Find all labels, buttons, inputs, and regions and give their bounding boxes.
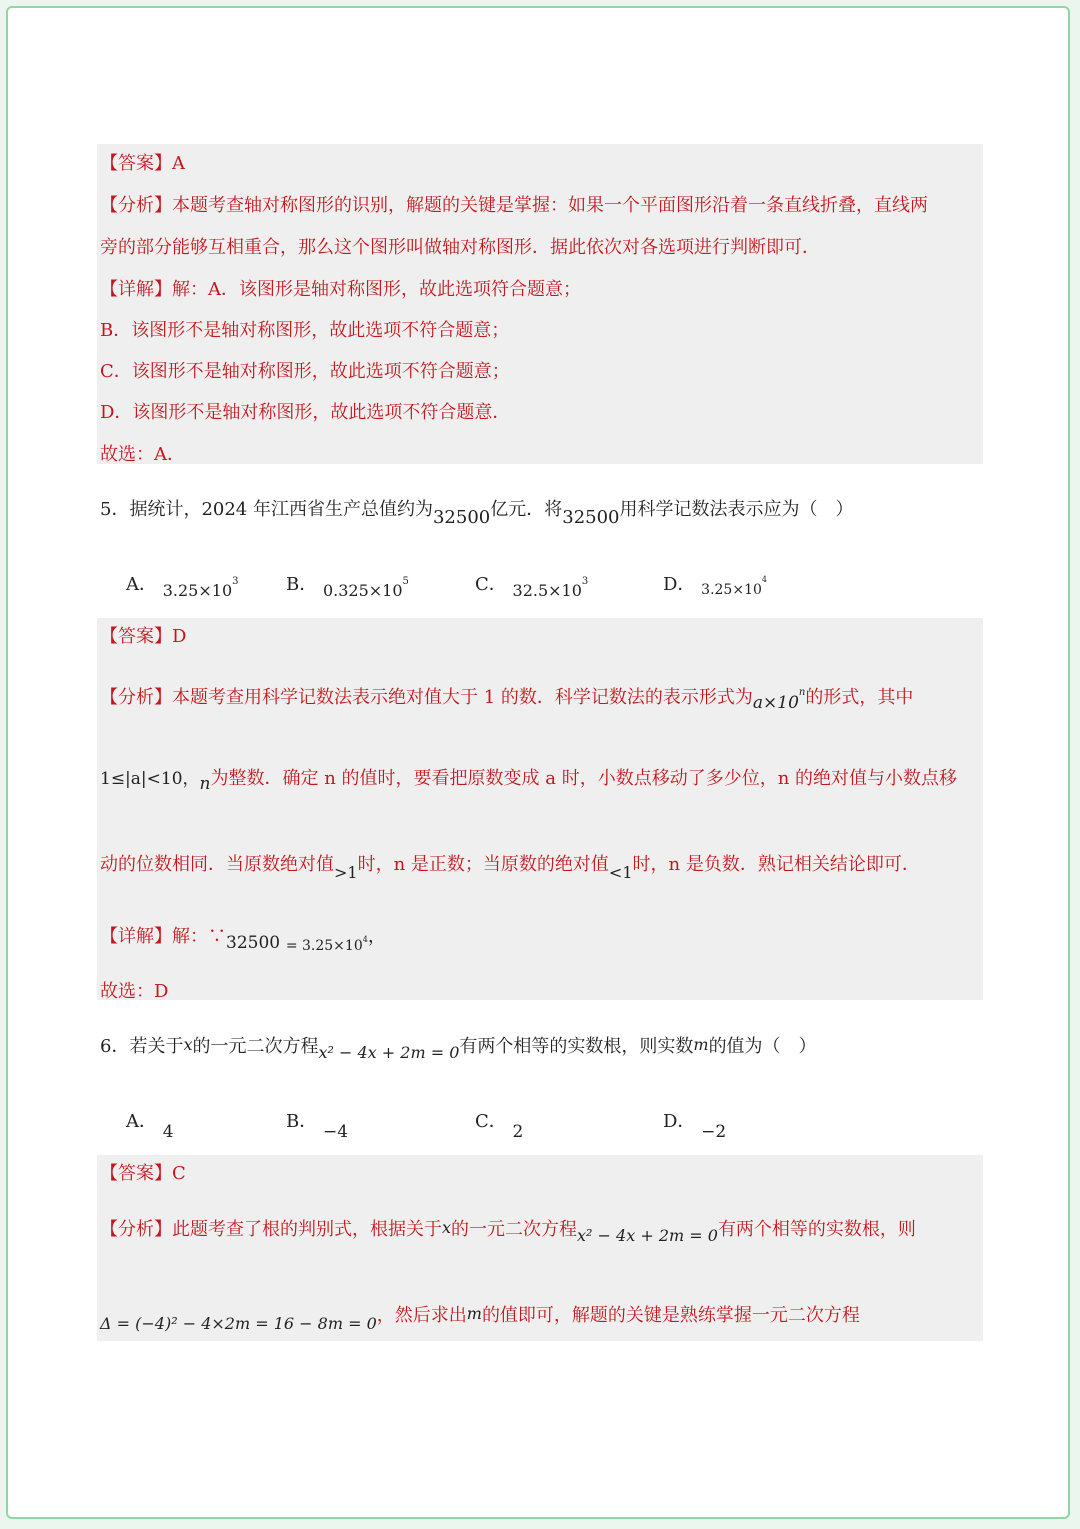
math-number: 32500 [226, 933, 281, 953]
choose-text: 故选：D [100, 981, 169, 1002]
option-letter: A． [126, 1111, 157, 1132]
math-expression: a×10 [752, 693, 799, 713]
math-variable: m [466, 1304, 482, 1323]
option-value: 4 [162, 1122, 174, 1142]
option-a [126, 570, 239, 600]
analysis-text [100, 853, 920, 882]
analysis-text [100, 767, 958, 794]
option-value: −2 [701, 1122, 727, 1142]
math-exponent: n [798, 687, 806, 698]
math-variable: n [199, 774, 211, 794]
analysis-text: 旁的部分能够互相重合，那么这个图形叫做轴对称图形．据此依次对各选项进行判断即可． [100, 237, 820, 258]
option-letter: C． [475, 1111, 507, 1132]
analysis-part: ，然后求出 [376, 1305, 467, 1326]
option-letter: B． [286, 1111, 318, 1132]
question-6-stem [100, 1035, 817, 1062]
analysis-part: 动的位数相同．当原数绝对值 [100, 854, 334, 875]
option-exponent: 4 [761, 575, 767, 584]
math-expression: >1 [334, 863, 358, 882]
choose-text: 故选：A． [100, 444, 185, 465]
answer-label: 【答案】A [100, 153, 185, 174]
math-expression: <1 [608, 863, 633, 882]
option-b [286, 1107, 349, 1142]
stem-text: 有两个相等的实数根，则实数 [459, 1036, 694, 1057]
option-c [475, 570, 589, 600]
option-value: 3.25×10 [162, 581, 233, 600]
math-equation: Δ = (−4)² − 4×2m = 16 − 8m = 0 [100, 1314, 377, 1333]
analysis-text [100, 1218, 916, 1245]
analysis-text: 【分析】本题考查轴对称图形的识别，解题的关键是掌握：如果一个平面图形沿着一条直线折叠，直线两 [100, 195, 928, 216]
option-a [126, 1107, 174, 1142]
option-letter: C． [475, 574, 507, 595]
answer-label: 【答案】C [100, 1163, 186, 1184]
math-variable: m [693, 1035, 709, 1054]
option-value: 3.25×10 [701, 582, 762, 598]
stem-text: 6．若关于 [100, 1036, 184, 1057]
option-d [663, 570, 767, 596]
detail-text: C．该图形不是轴对称图形，故此选项不符合题意； [100, 361, 510, 382]
analysis-part: 【分析】此题考查了根的判别式，根据关于 [100, 1219, 442, 1240]
analysis-part: 时，n 是正数；当原数的绝对值 [357, 854, 609, 875]
detail-text: D．该图形不是轴对称图形，故此选项不符合题意． [100, 402, 511, 423]
option-exponent: 3 [581, 576, 589, 587]
math-expression: 1≤|a|<10， [100, 769, 200, 789]
math-number: 32500 [432, 507, 491, 528]
detail-part: 【详解】解：∵ [100, 926, 226, 947]
math-variable: x [442, 1218, 452, 1237]
detail-text: B．该图形不是轴对称图形，故此选项不符合题意； [100, 320, 510, 341]
option-letter: B． [286, 574, 318, 595]
stem-text: 的一元二次方程 [192, 1036, 319, 1057]
option-exponent: 5 [402, 576, 409, 587]
math-equation: x² − 4x + 2m = 0 [318, 1043, 460, 1062]
analysis-part: 为整数．确定 n 的值时，要看把原数变成 a 时，小数点移动了多少位，n 的绝对值与小数点移 [210, 768, 958, 789]
stem-text: 亿元．将 [490, 499, 563, 520]
detail-text [100, 925, 386, 952]
option-value: 0.325×10 [322, 581, 403, 600]
analysis-text [100, 1304, 860, 1333]
math-variable: x [183, 1035, 193, 1054]
option-letter: A． [126, 574, 157, 595]
analysis-part: 时，n 是负数．熟记相关结论即可． [632, 854, 920, 875]
question-5-stem [100, 498, 854, 528]
option-value: −4 [322, 1122, 349, 1142]
option-c [475, 1107, 524, 1142]
analysis-part: 【分析】本题考查用科学记数法表示绝对值大于 1 的数．科学记数法的表示形式为 [100, 687, 753, 708]
option-d [663, 1107, 727, 1142]
option-b [286, 570, 409, 600]
stem-text: 的值为（ ） [708, 1036, 817, 1057]
analysis-part: 的一元二次方程 [451, 1219, 578, 1240]
analysis-text [100, 681, 914, 713]
option-value: 2 [512, 1122, 524, 1142]
option-exponent: 3 [232, 576, 239, 587]
option-value: 32.5×10 [512, 581, 582, 600]
math-number: 32500 [562, 507, 620, 528]
analysis-part: 的值即可，解题的关键是熟练掌握一元二次方程 [481, 1305, 860, 1326]
math-punct: ， [367, 926, 386, 947]
analysis-part: 有两个相等的实数根，则 [717, 1219, 916, 1240]
math-exponent: 4 [362, 935, 368, 944]
math-equation: x² − 4x + 2m = 0 [577, 1226, 718, 1245]
option-letter: D． [663, 1111, 696, 1132]
analysis-part: 的形式，其中 [805, 687, 914, 708]
option-letter: D． [663, 574, 696, 595]
answer-label: 【答案】D [100, 626, 187, 647]
math-expression: = 3.25×10 [285, 938, 363, 954]
stem-text: 用科学记数法表示应为（ ） [619, 499, 854, 520]
detail-text: 【详解】解：A．该图形是轴对称图形，故此选项符合题意； [100, 279, 581, 300]
stem-text: 5．据统计，2024 年江西省生产总值约为 [100, 499, 433, 520]
